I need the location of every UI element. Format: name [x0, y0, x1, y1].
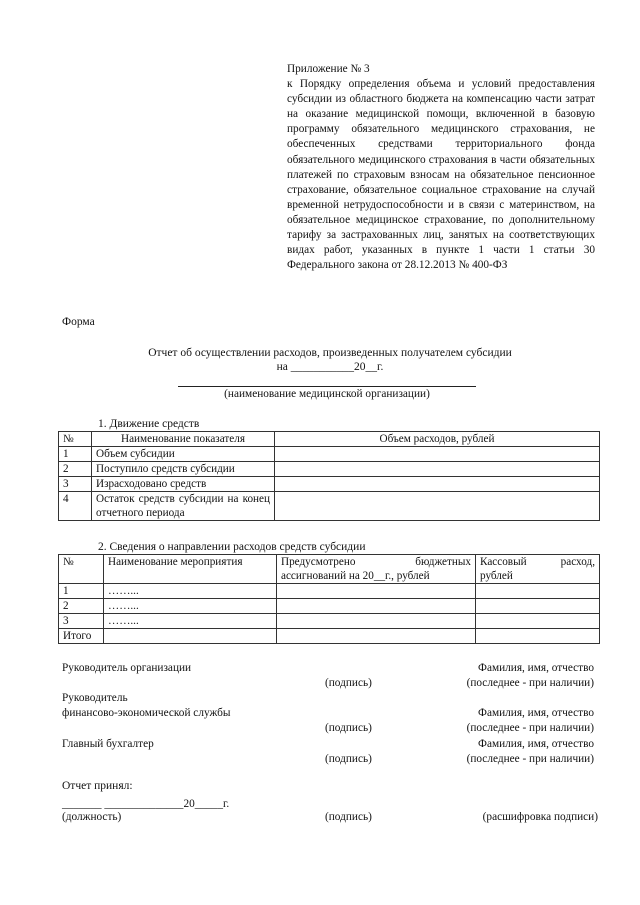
header-num: №: [59, 432, 92, 447]
row-value[interactable]: [275, 477, 600, 492]
total-label: Итого: [59, 629, 104, 644]
table-row: [59, 584, 600, 599]
header-expenses: Объем расходов, рублей: [275, 432, 600, 447]
annex-heading: Приложение № 3: [287, 63, 370, 75]
signer-head-note: (последнее - при наличии): [466, 677, 594, 689]
header-cash: Кассовый расход, рублей: [476, 555, 600, 584]
org-name-line: [178, 386, 476, 387]
row-value[interactable]: [275, 462, 600, 477]
header-indicator: Наименование показателя: [92, 432, 275, 447]
row-cash[interactable]: [476, 599, 600, 614]
row-num: 3: [59, 614, 104, 629]
acceptance-signature: (подпись): [325, 811, 372, 823]
annex-block: [287, 62, 595, 273]
row-num: 1: [59, 584, 104, 599]
signer-accountant-signature: (подпись): [325, 753, 372, 765]
org-name-caption: (наименование медицинской организации): [224, 388, 430, 400]
table-total-row: [59, 629, 600, 644]
row-budget[interactable]: [277, 599, 476, 614]
row-name: Объем субсидии: [92, 447, 275, 462]
table-header-row: [59, 432, 600, 447]
table-row: [59, 492, 600, 521]
signer-accountant-note: (последнее - при наличии): [466, 753, 594, 765]
header-activity: Наименование мероприятия: [104, 555, 277, 584]
table-row: [59, 462, 600, 477]
row-name: Поступило средств субсидии: [92, 462, 275, 477]
row-num: 3: [59, 477, 92, 492]
section2-title: 2. Сведения о направлении расходов средств субсидии: [98, 541, 366, 553]
signer-finance-note: (последнее - при наличии): [466, 722, 594, 734]
row-num: 2: [59, 599, 104, 614]
row-value[interactable]: [275, 492, 600, 521]
table-row: [59, 447, 600, 462]
acceptance-decoding: (расшифровка подписи): [482, 811, 598, 823]
row-num: 1: [59, 447, 92, 462]
row-num: 4: [59, 492, 92, 521]
row-budget[interactable]: [277, 614, 476, 629]
signer-finance-fio: Фамилия, имя, отчество: [478, 707, 594, 719]
acceptance-position: (должность): [62, 811, 122, 823]
annex-text: к Порядку определения объема и условий предоставления субсидии из областного бюджета на компенсацию части затрат на оказание медицинской помощи, включенной в базовую программу обязательного медицинского страхования, не обеспеченных средствами территориального фонда обязательного медицинского страхования в части обязательных платежей по страховым взносам на обязательное пенсионное страхование, обязательное социальное страхование на случай временной нетрудоспособности и в связи с материнством, на обязательное медицинское страхование, по дополнительному тарифу за застрахованных лиц, занятых на соответствующих видах работ, указанных в пункте 1 части 1 статьи 30 Федерального закона от 28.12.2013 № 400-ФЗ: [287, 78, 595, 272]
signer-head-fio: Фамилия, имя, отчество: [478, 662, 594, 674]
signer-head-signature: (подпись): [325, 677, 372, 689]
report-date-line: на ___________20__г.: [276, 361, 384, 373]
row-cash[interactable]: [476, 584, 600, 599]
signer-accountant-label: Главный бухгалтер: [62, 738, 154, 750]
signer-head-label: Руководитель организации: [62, 662, 192, 674]
table-row: [59, 599, 600, 614]
table-header-row: [59, 555, 600, 584]
table-row: [59, 477, 600, 492]
row-name: Израсходовано средств: [92, 477, 275, 492]
funds-movement-table: [58, 431, 600, 521]
expense-directions-table: [58, 554, 600, 644]
row-name: Остаток средств субсидии на конец отчетного периода: [92, 492, 275, 521]
report-title: Отчет об осуществлении расходов, произведенных получателем субсидии: [148, 347, 512, 359]
row-budget[interactable]: [277, 584, 476, 599]
section1-title: 1. Движение средств: [98, 418, 200, 430]
header-budget: Предусмотрено бюджетных ассигнований на 20__г., рублей: [277, 555, 476, 584]
row-value[interactable]: [275, 447, 600, 462]
signer-finance-signature: (подпись): [325, 722, 372, 734]
acceptance-label: Отчет принял:: [62, 780, 133, 792]
signer-finance-label-1: Руководитель: [62, 692, 128, 704]
total-name: [104, 629, 277, 644]
row-name: ……...: [104, 584, 277, 599]
report-title-block: [60, 346, 600, 374]
acceptance-line: _______ ______________20_____г.: [62, 798, 230, 810]
table-row: [59, 614, 600, 629]
row-name: ……...: [104, 599, 277, 614]
total-budget[interactable]: [277, 629, 476, 644]
row-name: ……...: [104, 614, 277, 629]
signer-finance-label-2: финансово-экономической службы: [62, 707, 231, 719]
header-num: №: [59, 555, 104, 584]
row-num: 2: [59, 462, 92, 477]
row-cash[interactable]: [476, 614, 600, 629]
signer-accountant-fio: Фамилия, имя, отчество: [478, 738, 594, 750]
form-label: Форма: [62, 316, 95, 328]
total-cash[interactable]: [476, 629, 600, 644]
